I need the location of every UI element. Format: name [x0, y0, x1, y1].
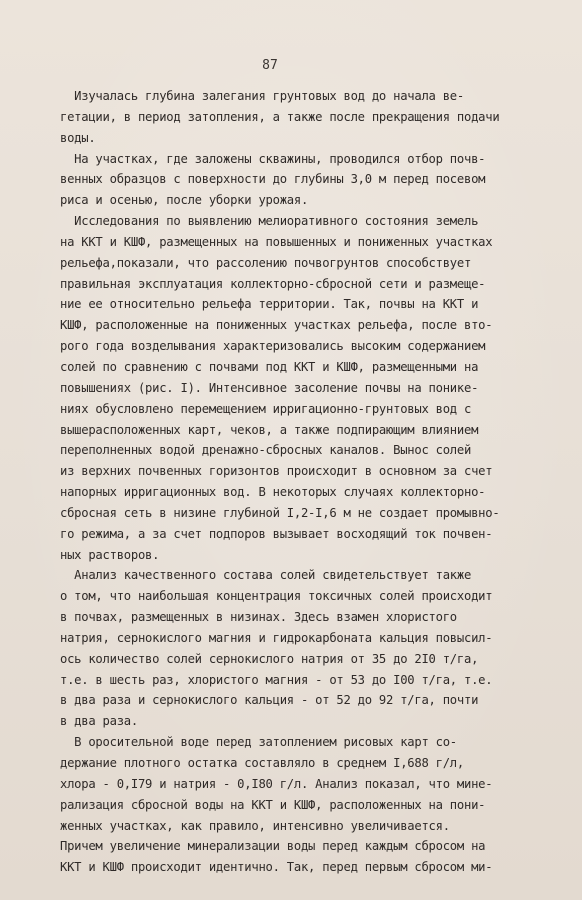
text-line: напорных ирригационных вод. В некоторых случаях коллекторно-: [60, 485, 486, 500]
text-line: о том, что наибольшая концентрация токсичных солей происходит: [60, 589, 493, 604]
text-line: повышениях (рис. I). Интенсивное засоление почвы на понике-: [60, 380, 479, 395]
text-line: рельефа,показали, что рассолению почвогрунтов способствует: [60, 255, 472, 270]
text-line: держание плотного остатка составляло в среднем I,688 г/л,: [60, 756, 464, 770]
text-line: Причем увеличение минерализации воды перед каждым сбросом на: [60, 839, 486, 854]
text-line: сбросная сеть в низине глубиной I,2-I,6 м не создает промывно-: [60, 505, 500, 520]
text-line: на ККТ и КШФ, размещенных на повышенных и пониженных участках: [60, 234, 493, 249]
page-number: 87: [262, 58, 278, 73]
text-line: натрия, сернокислого магния и гидрокарбоната кальция повысил-: [60, 630, 493, 645]
text-line: Анализ качественного состава солей свидетельствует также: [60, 568, 472, 583]
text-line: рого года возделывания характеризовались высоким содержанием: [60, 339, 486, 354]
text-line: го режима, а за счет подпоров вызывает восходящий ток почвен-: [60, 526, 493, 541]
text-line: воды.: [60, 130, 96, 145]
text-line: ние ее относительно рельефа территории. Так, почвы на ККТ и: [60, 297, 479, 312]
text-line: переполненных водой дренажно-сбросных каналов. Вынос солей: [60, 443, 472, 458]
text-line: Изучалась глубина залегания грунтовых вод до начала ве-: [60, 89, 464, 103]
text-line: ных растворов.: [60, 547, 160, 562]
text-line: правильная эксплуатация коллекторно-сбросной сети и размеще-: [60, 276, 486, 291]
text-line: в почвах, размещенных в низинах. Здесь взамен хлористого: [60, 610, 457, 625]
text-line: венных образцов с поверхности до глубины 3,0 м перед посевом: [60, 172, 486, 187]
text-line: ниях обусловлено перемещением ирригационно-грунтовых вод с: [60, 401, 472, 416]
text-line: гетации, в период затопления, а также после прекращения подачи: [60, 109, 500, 124]
text-line: рализация сбросной воды на ККТ и КШФ, расположенных на пони-: [60, 797, 486, 812]
text-line: ось количество солей сернокислого натрия от 35 до 2I0 т/га,: [60, 651, 479, 666]
text-line: хлора - 0,I79 и натрия - 0,I80 г/л. Анализ показал, что мине-: [60, 776, 493, 791]
text-line: вышерасположенных карт, чеков, а также подпирающим влиянием: [60, 422, 479, 437]
text-line: В оросительной воде перед затоплением рисовых карт со-: [60, 735, 457, 750]
body-text: [60, 86, 516, 878]
text-line: в два раза.: [60, 714, 138, 729]
text-line: солей по сравнению с почвами под ККТ и КШФ, размещенными на: [60, 359, 479, 374]
text-line: КШФ, расположенные на пониженных участках рельефа, после вто-: [60, 318, 493, 333]
text-line: из верхних почвенных горизонтов происходит в основном за счет: [60, 464, 493, 479]
text-line: женных участках, как правило, интенсивно увеличивается.: [60, 818, 450, 833]
text-line: ККТ и КШФ происходит идентично. Так, перед первым сбросом ми-: [60, 860, 493, 875]
text-line: На участках, где заложены скважины, проводился отбор почв-: [60, 151, 486, 166]
text-line: т.е. в шесть раз, хлористого магния - от 53 до I00 т/га, т.е.: [60, 672, 493, 687]
text-line: риса и осенью, после уборки урожая.: [60, 193, 309, 208]
text-line: Исследования по выявлению мелиоративного состояния земель: [60, 214, 479, 229]
text-line: в два раза и сернокислого кальция - от 52 до 92 т/га, почти: [60, 693, 479, 708]
